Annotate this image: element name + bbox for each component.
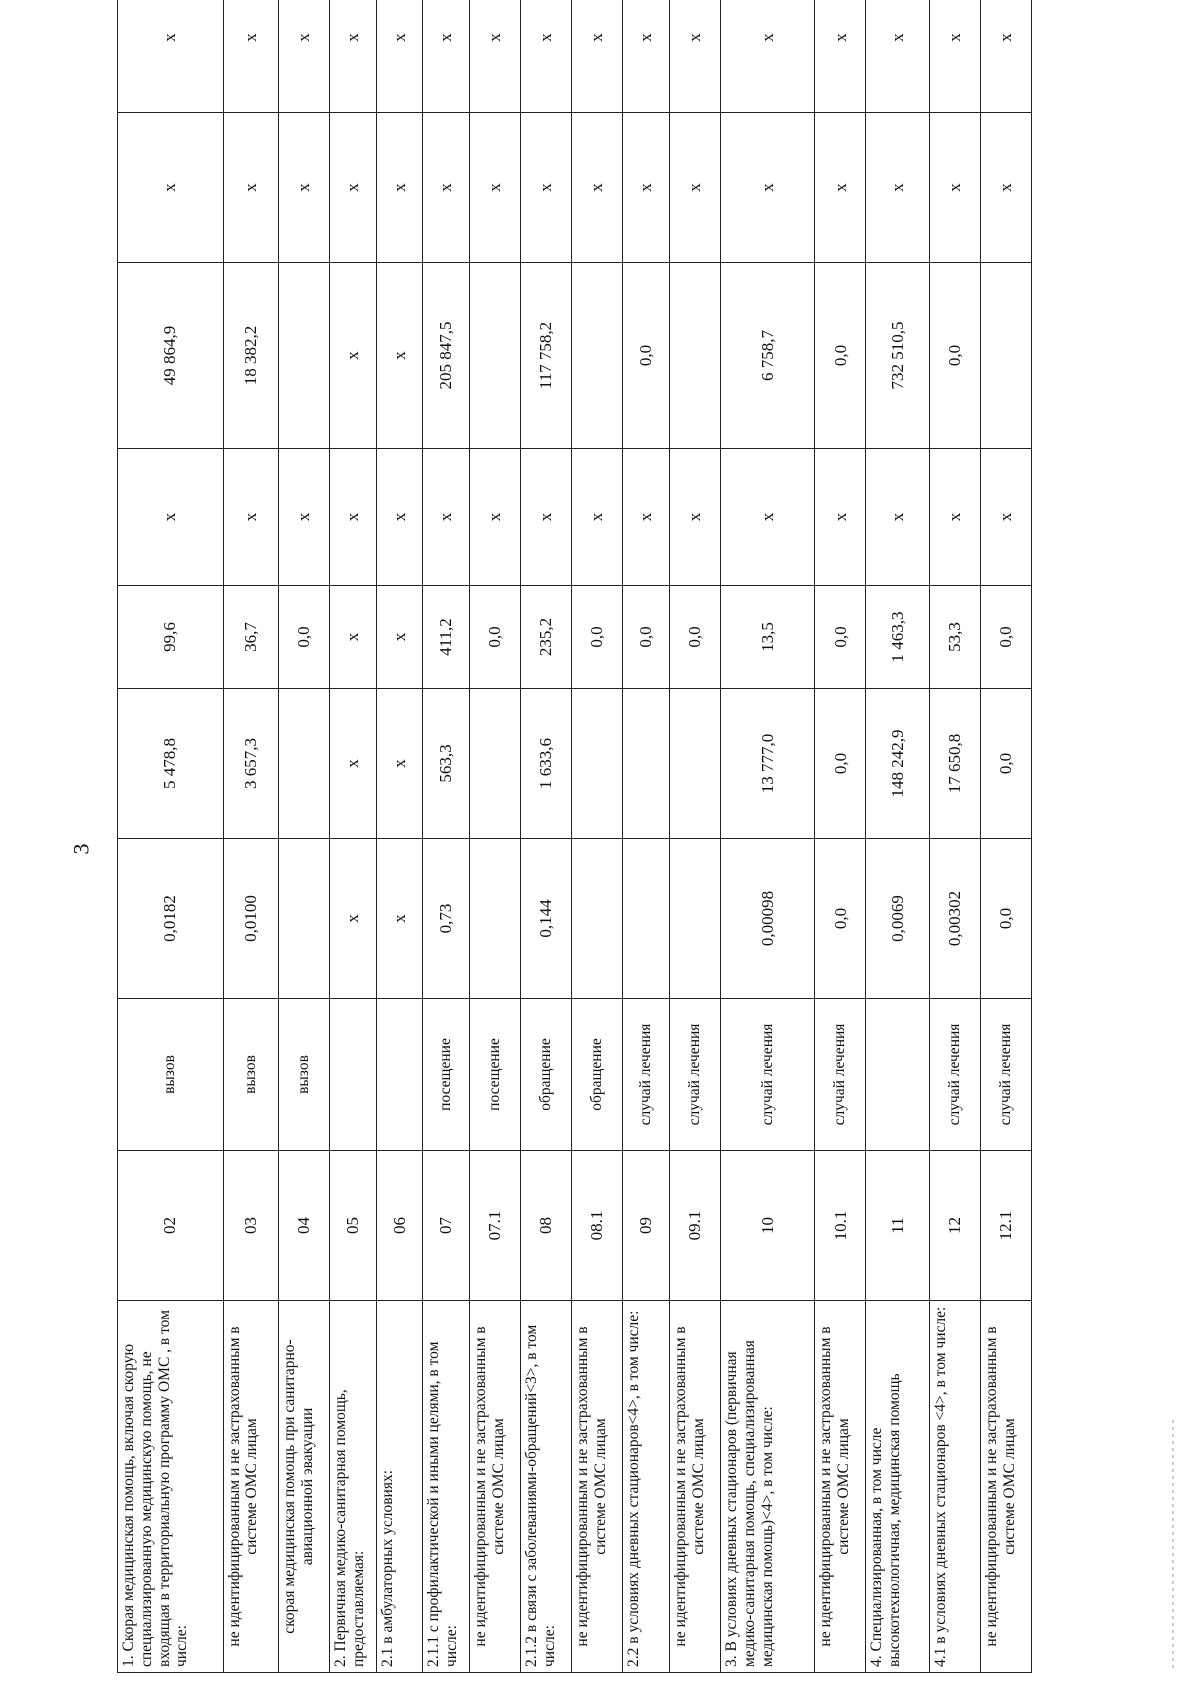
row-oms-per-capita-cell: х [815, 449, 866, 586]
table-row [572, 0, 623, 1673]
row-per-capita-cell: 0,0 [980, 586, 1031, 689]
row-unit-cell: случай лечения [720, 999, 814, 1151]
row-total-cell [470, 263, 521, 449]
row-oms-total-cell: х [866, 113, 929, 263]
row-total-cell: х [376, 263, 423, 449]
row-volume-cell [470, 839, 521, 999]
row-volume-cell: 0,144 [521, 839, 572, 999]
table-row [279, 0, 330, 1673]
row-unit-cell [376, 999, 423, 1151]
row-cost-cell: 1 633,6 [521, 689, 572, 839]
row-cost-cell: х [376, 689, 423, 839]
row-per-capita-cell: 235,2 [521, 586, 572, 689]
row-name-cell: 2.2 в условиях дневных стационаров<4>, в том числе: [623, 1301, 670, 1673]
row-name-cell: не идентифицированным и не застрахованным в системе ОМС лицам [470, 1301, 521, 1673]
row-share-cell: х [330, 0, 377, 113]
row-volume-cell: 0,0069 [866, 839, 929, 999]
row-share-cell: х [669, 0, 720, 113]
row-unit-cell: обращение [521, 999, 572, 1151]
row-per-capita-cell: 36,7 [223, 586, 279, 689]
row-code-cell: 08 [521, 1151, 572, 1301]
row-oms-total-cell: х [521, 113, 572, 263]
row-volume-cell: х [330, 839, 377, 999]
row-per-capita-cell: 0,0 [815, 586, 866, 689]
row-cost-cell: 13 777,0 [720, 689, 814, 839]
row-code-cell: 10.1 [815, 1151, 866, 1301]
row-oms-total-cell: х [330, 113, 377, 263]
row-share-cell: х [720, 0, 814, 113]
row-oms-per-capita-cell: х [866, 449, 929, 586]
table-row [521, 0, 572, 1673]
row-oms-per-capita-cell: х [376, 449, 423, 586]
row-name-cell: 3. В условиях дневных стационаров (первичная медико-санитарная помощь, специализированная медицинская помощь)<4>, в том числе: [720, 1301, 814, 1673]
table-row [815, 0, 866, 1673]
row-oms-per-capita-cell: х [980, 449, 1031, 586]
row-per-capita-cell: 0,0 [669, 586, 720, 689]
row-volume-cell [623, 839, 670, 999]
row-oms-total-cell: х [815, 113, 866, 263]
row-unit-cell: случай лечения [980, 999, 1031, 1151]
row-per-capita-cell: х [330, 586, 377, 689]
row-oms-total-cell: х [118, 113, 224, 263]
row-volume-cell [669, 839, 720, 999]
table-row [423, 0, 470, 1673]
row-oms-per-capita-cell: х [572, 449, 623, 586]
table-row [866, 0, 929, 1673]
table-row [623, 0, 670, 1673]
row-volume-cell: 0,00098 [720, 839, 814, 999]
row-name-cell: 4. Специализированная, в том числе высокотехнологичная, медицинская помощь [866, 1301, 929, 1673]
row-name-cell: 2.1.1 с профилактической и иными целями, в том числе: [423, 1301, 470, 1673]
row-per-capita-cell: 0,0 [572, 586, 623, 689]
row-per-capita-cell: 1 463,3 [866, 586, 929, 689]
row-total-cell: 117 758,2 [521, 263, 572, 449]
row-code-cell: 04 [279, 1151, 330, 1301]
table-row [720, 0, 814, 1673]
page-number: 3 [68, 843, 94, 855]
row-name-cell: 4.1 в условиях дневных стационаров <4>, в том числе: [929, 1301, 980, 1673]
row-total-cell: 205 847,5 [423, 263, 470, 449]
row-unit-cell: посещение [470, 999, 521, 1151]
table-row [118, 0, 224, 1673]
row-name-cell: 1. Скорая медицинская помощь, включая скорую специализированную медицинскую помощь, не входящая в территориальную программу ОМС , в том числе: [118, 1301, 224, 1673]
row-total-cell: 0,0 [815, 263, 866, 449]
row-total-cell: 0,0 [929, 263, 980, 449]
row-total-cell: 6 758,7 [720, 263, 814, 449]
row-volume-cell: 0,0100 [223, 839, 279, 999]
row-name-cell: 2.1 в амбулаторных условиях: [376, 1301, 423, 1673]
row-total-cell: 18 382,2 [223, 263, 279, 449]
row-per-capita-cell: 13,5 [720, 586, 814, 689]
row-code-cell: 12.1 [980, 1151, 1031, 1301]
row-share-cell: х [623, 0, 670, 113]
row-code-cell: 11 [866, 1151, 929, 1301]
row-cost-cell: х [330, 689, 377, 839]
row-oms-per-capita-cell: х [521, 449, 572, 586]
row-share-cell: х [376, 0, 423, 113]
table-row [980, 0, 1031, 1673]
row-unit-cell: вызов [223, 999, 279, 1151]
row-share-cell: х [815, 0, 866, 113]
row-oms-total-cell: х [623, 113, 670, 263]
row-cost-cell: 17 650,8 [929, 689, 980, 839]
financing-table [117, 0, 1032, 1673]
row-oms-per-capita-cell: х [279, 449, 330, 586]
row-oms-total-cell: х [980, 113, 1031, 263]
table-row [223, 0, 279, 1673]
table-row [470, 0, 521, 1673]
row-per-capita-cell: 99,6 [118, 586, 224, 689]
row-volume-cell: 0,0 [980, 839, 1031, 999]
row-oms-total-cell: х [376, 113, 423, 263]
rotated-table-container [117, 33, 1032, 1673]
row-oms-total-cell: х [470, 113, 521, 263]
row-code-cell: 09 [623, 1151, 670, 1301]
row-cost-cell: 148 242,9 [866, 689, 929, 839]
table-row [376, 0, 423, 1673]
row-cost-cell [623, 689, 670, 839]
row-unit-cell: вызов [279, 999, 330, 1151]
row-share-cell: х [470, 0, 521, 113]
row-share-cell: х [929, 0, 980, 113]
row-unit-cell: случай лечения [929, 999, 980, 1151]
row-total-cell: 0,0 [623, 263, 670, 449]
row-unit-cell: посещение [423, 999, 470, 1151]
row-code-cell: 10 [720, 1151, 814, 1301]
row-share-cell: х [866, 0, 929, 113]
row-name-cell: 2.1.2 в связи с заболеваниями-обращений<3>, в том числе: [521, 1301, 572, 1673]
row-volume-cell: 0,73 [423, 839, 470, 999]
row-unit-cell: случай лечения [669, 999, 720, 1151]
row-unit-cell: вызов [118, 999, 224, 1151]
scan-artifact [1172, 1420, 1174, 1670]
row-oms-per-capita-cell: х [720, 449, 814, 586]
row-oms-per-capita-cell: х [929, 449, 980, 586]
row-cost-cell [572, 689, 623, 839]
row-name-cell: скорая медицинская помощь при санитарно-авиационной эвакуации [279, 1301, 330, 1673]
row-oms-per-capita-cell: х [669, 449, 720, 586]
row-name-cell: 2. Первичная медико-санитарная помощь, предоставляемая: [330, 1301, 377, 1673]
row-per-capita-cell: х [376, 586, 423, 689]
row-share-cell: х [423, 0, 470, 113]
row-code-cell: 12 [929, 1151, 980, 1301]
row-cost-cell [470, 689, 521, 839]
table-viewport [117, 33, 1032, 1673]
row-cost-cell [669, 689, 720, 839]
row-share-cell: х [279, 0, 330, 113]
row-oms-total-cell: х [572, 113, 623, 263]
row-unit-cell [330, 999, 377, 1151]
row-oms-total-cell: х [279, 113, 330, 263]
row-unit-cell: случай лечения [815, 999, 866, 1151]
row-code-cell: 07 [423, 1151, 470, 1301]
row-total-cell: 49 864,9 [118, 263, 224, 449]
table-row [330, 0, 377, 1673]
row-name-cell: не идентифицированным и не застрахованным в системе ОМС лицам [223, 1301, 279, 1673]
row-volume-cell: 0,0182 [118, 839, 224, 999]
row-total-cell [980, 263, 1031, 449]
row-share-cell: х [980, 0, 1031, 113]
row-name-cell: не идентифицированным и не застрахованным в системе ОМС лицам [815, 1301, 866, 1673]
row-oms-per-capita-cell: х [470, 449, 521, 586]
row-code-cell: 02 [118, 1151, 224, 1301]
row-oms-total-cell: х [223, 113, 279, 263]
row-share-cell: х [572, 0, 623, 113]
row-unit-cell: случай лечения [623, 999, 670, 1151]
row-share-cell: х [118, 0, 224, 113]
row-oms-total-cell: х [669, 113, 720, 263]
row-oms-total-cell: х [423, 113, 470, 263]
row-cost-cell: 0,0 [815, 689, 866, 839]
row-code-cell: 05 [330, 1151, 377, 1301]
row-name-cell: не идентифицированным и не застрахованным в системе ОМС лицам [980, 1301, 1031, 1673]
row-share-cell: х [521, 0, 572, 113]
row-cost-cell [279, 689, 330, 839]
row-name-cell: не идентифицированным и не застрахованным в системе ОМС лицам [572, 1301, 623, 1673]
row-total-cell [669, 263, 720, 449]
row-volume-cell: 0,0 [815, 839, 866, 999]
row-code-cell: 03 [223, 1151, 279, 1301]
row-per-capita-cell: 0,0 [470, 586, 521, 689]
table-body [118, 0, 1032, 1673]
row-volume-cell: 0,00302 [929, 839, 980, 999]
row-unit-cell: обращение [572, 999, 623, 1151]
row-oms-per-capita-cell: х [330, 449, 377, 586]
row-oms-total-cell: х [720, 113, 814, 263]
row-unit-cell [866, 999, 929, 1151]
row-total-cell [279, 263, 330, 449]
row-share-cell: х [223, 0, 279, 113]
row-code-cell: 06 [376, 1151, 423, 1301]
row-per-capita-cell: 0,0 [623, 586, 670, 689]
row-volume-cell [572, 839, 623, 999]
row-code-cell: 07.1 [470, 1151, 521, 1301]
row-per-capita-cell: 411,2 [423, 586, 470, 689]
row-cost-cell: 5 478,8 [118, 689, 224, 839]
row-oms-per-capita-cell: х [423, 449, 470, 586]
table-row [669, 0, 720, 1673]
row-oms-per-capita-cell: х [223, 449, 279, 586]
row-cost-cell: 0,0 [980, 689, 1031, 839]
row-total-cell: х [330, 263, 377, 449]
row-per-capita-cell: 0,0 [279, 586, 330, 689]
row-cost-cell: 563,3 [423, 689, 470, 839]
row-oms-per-capita-cell: х [118, 449, 224, 586]
row-name-cell: не идентифицированным и не застрахованным в системе ОМС лицам [669, 1301, 720, 1673]
row-volume-cell: х [376, 839, 423, 999]
row-total-cell [572, 263, 623, 449]
row-oms-per-capita-cell: х [623, 449, 670, 586]
row-code-cell: 08.1 [572, 1151, 623, 1301]
row-cost-cell: 3 657,3 [223, 689, 279, 839]
row-volume-cell [279, 839, 330, 999]
row-total-cell: 732 510,5 [866, 263, 929, 449]
row-code-cell: 09.1 [669, 1151, 720, 1301]
row-oms-total-cell: х [929, 113, 980, 263]
table-row [929, 0, 980, 1673]
row-per-capita-cell: 53,3 [929, 586, 980, 689]
